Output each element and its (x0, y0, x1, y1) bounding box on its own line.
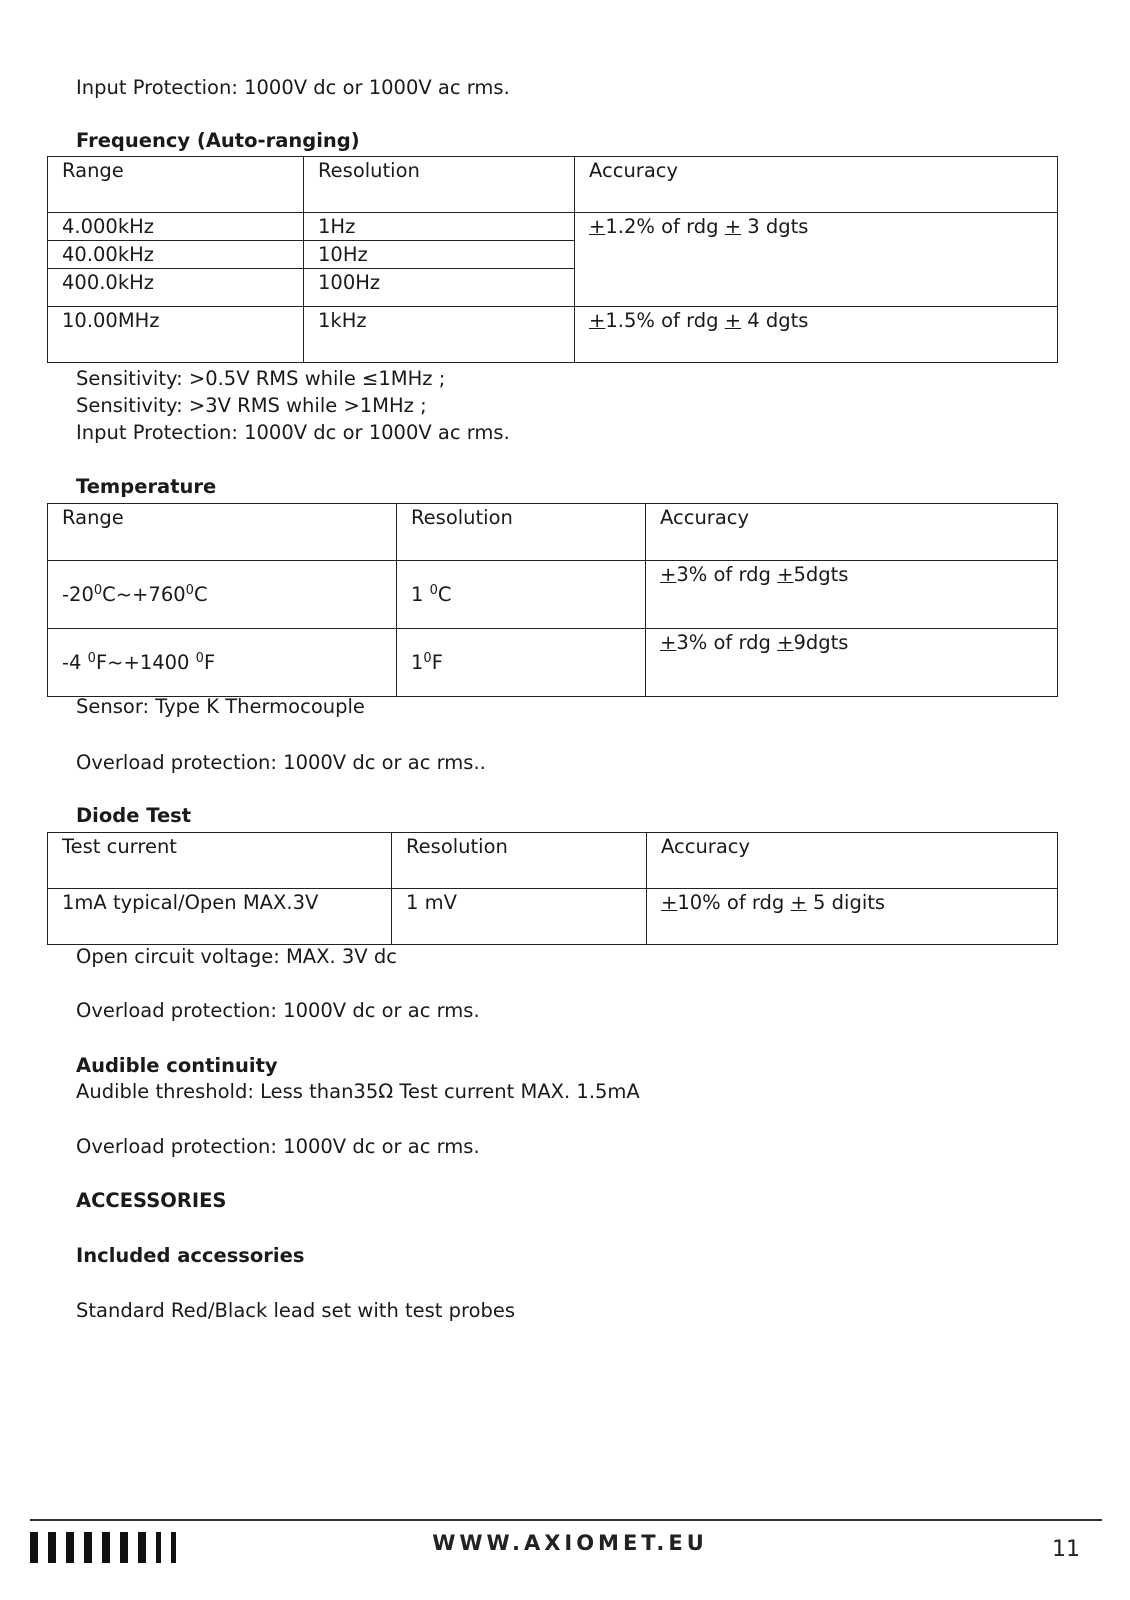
range-cell: 10.00MHz (48, 307, 304, 363)
test-current-cell: 1mA typical/Open MAX.3V (48, 889, 392, 945)
accuracy-cell: +10% of rdg + 5 digits (647, 889, 1058, 945)
overload-note: Overload protection: 1000V dc or ac rms. (76, 999, 480, 1022)
plus-minus: + (660, 631, 677, 654)
diode-heading: Diode Test (76, 804, 192, 827)
threshold-note: Audible threshold: Less than35Ω Test current MAX. 1.5mA (76, 1080, 640, 1103)
plus-minus: + (589, 309, 606, 332)
plus-minus: + (660, 563, 677, 586)
accuracy-cell: +1.5% of rdg + 4 dgts (575, 307, 1058, 363)
sensor-note: Sensor: Type K Thermocouple (76, 695, 365, 718)
resolution-cell: $1^0F$ (397, 629, 646, 697)
sensitivity-note: Sensitivity: >3V RMS while >1MHz ; (76, 394, 427, 417)
plus-minus: + (724, 309, 742, 332)
plus-minus: + (790, 891, 807, 914)
header-accuracy: Accuracy (647, 833, 1058, 889)
sensitivity-note: Sensitivity: >0.5V RMS while ≤1MHz ; (76, 367, 446, 390)
header-resolution: Resolution (304, 157, 575, 213)
temperature-heading: Temperature (76, 475, 217, 498)
range-cell: 40.00kHz (48, 241, 304, 269)
header-range: Range (48, 504, 397, 561)
table-row (48, 307, 1058, 363)
accessories-heading: ACCESSORIES (76, 1189, 227, 1212)
diode-table (47, 832, 1058, 945)
header-accuracy: Accuracy (575, 157, 1058, 213)
plus-minus: + (777, 563, 794, 586)
resolution-cell: 1 $^0$C (397, 561, 646, 629)
accuracy-cell: +3% of rdg +9dgts (646, 629, 1058, 697)
frequency-table (47, 156, 1058, 363)
header-resolution: Resolution (397, 504, 646, 561)
plus-minus: + (724, 215, 742, 238)
range-cell: $-20^0C\sim+760^0C$ (48, 561, 397, 629)
accuracy-cell: +1.2% of rdg + 3 dgts (575, 213, 1058, 307)
resolution-cell: 100Hz (304, 269, 575, 307)
range-cell: -4 $^0$F~+1400 $^0$F (48, 629, 397, 697)
footer-website: WWW.AXIOMET.EU (432, 1531, 708, 1555)
range-cell: 4.000kHz (48, 213, 304, 241)
overload-note: Overload protection: 1000V dc or ac rms. (76, 1135, 480, 1158)
header-accuracy: Accuracy (646, 504, 1058, 561)
plus-minus: + (589, 215, 606, 238)
header-test-current: Test current (48, 833, 392, 889)
footer-rule (30, 1519, 1102, 1521)
range-cell: 400.0kHz (48, 269, 304, 307)
input-protection-line: Input Protection: 1000V dc or 1000V ac rms. (76, 76, 510, 99)
plus-minus: + (777, 631, 794, 654)
table-header-row (48, 504, 1058, 561)
table-row (48, 629, 1058, 697)
plus-minus: + (661, 891, 678, 914)
accuracy-cell: +3% of rdg +5dgts (646, 561, 1058, 629)
open-circuit-note: Open circuit voltage: MAX. 3V dc (76, 945, 397, 968)
input-protection-note: Input Protection: 1000V dc or 1000V ac rms. (76, 421, 510, 444)
table-header-row (48, 157, 1058, 213)
table-row (48, 889, 1058, 945)
barcode-logo-icon (30, 1532, 176, 1563)
continuity-heading: Audible continuity (76, 1054, 278, 1077)
resolution-cell: 1Hz (304, 213, 575, 241)
table-row (48, 213, 1058, 241)
overload-note: Overload protection: 1000V dc or ac rms.. (76, 751, 486, 774)
resolution-cell: 10Hz (304, 241, 575, 269)
table-row (48, 561, 1058, 629)
page-number: 11 (1052, 1537, 1080, 1562)
resolution-cell: 1kHz (304, 307, 575, 363)
resolution-cell: 1 mV (392, 889, 647, 945)
included-accessories-heading: Included accessories (76, 1244, 305, 1267)
temperature-table (47, 503, 1058, 697)
accessory-item: Standard Red/Black lead set with test probes (76, 1299, 516, 1322)
header-range: Range (48, 157, 304, 213)
header-resolution: Resolution (392, 833, 647, 889)
frequency-heading: Frequency (Auto-ranging) (76, 129, 360, 152)
table-header-row (48, 833, 1058, 889)
